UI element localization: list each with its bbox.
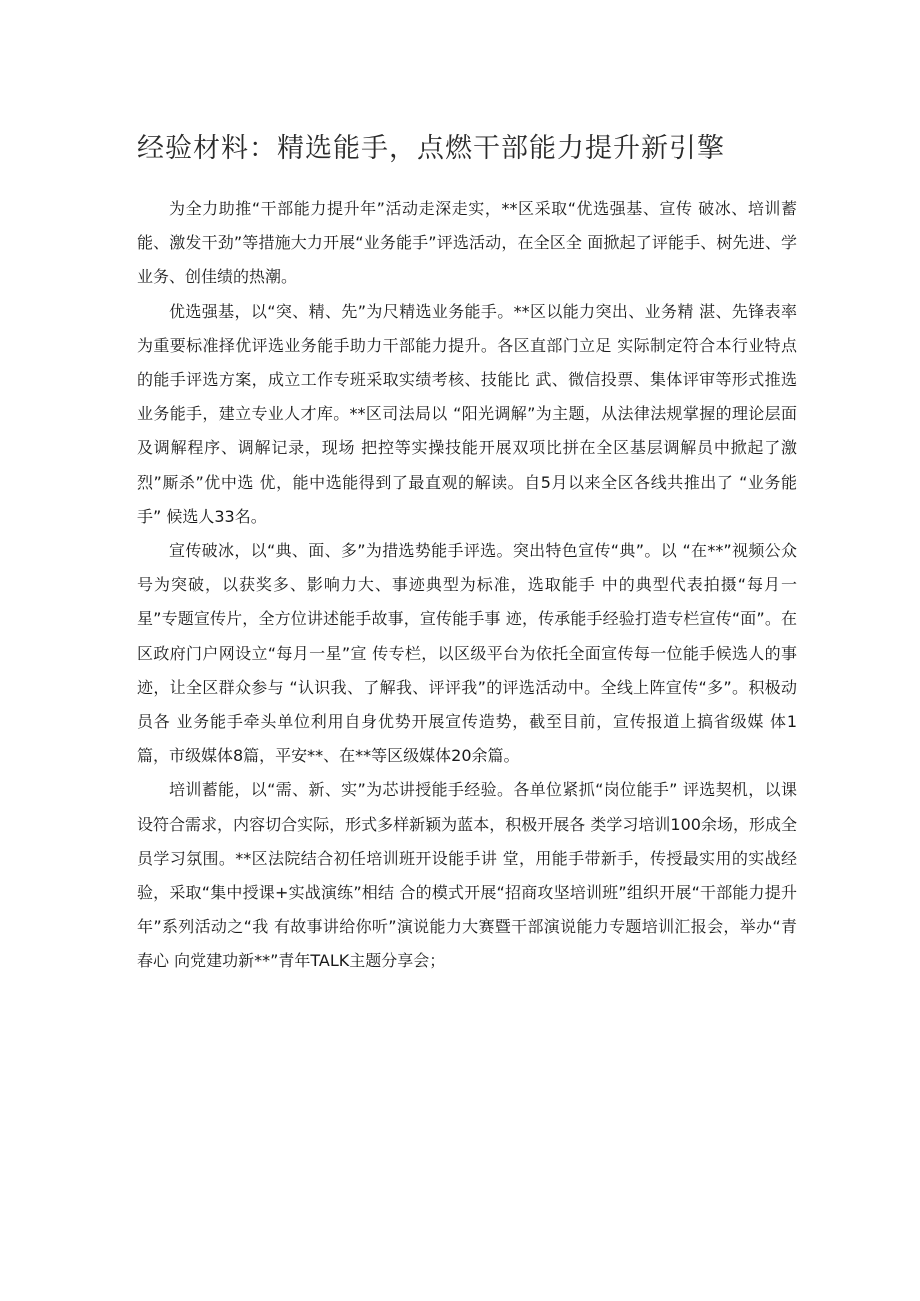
paragraph-training: 培训蓄能，以“需、新、实”为芯讲授能手经验。各单位紧抓“岗位能手” 评选契机，以课设符合需求，内容切合实际，形式多样新颖为蓝本，积极开展各 类学习培训100余场，形成全员学习氛围。**区法院结合初任培训班开设能手讲 堂，用能手带新手，传授最实用的实战经验，采取“集中授课+实战演练”相结 合的模式开展“招商攻坚培训班”组织开展“干部能力提升年”系列活动之“我 有故事讲给你听”演说能力大赛暨干部演说能力专题培训汇报会，举办“青春心 向党建功新**”青年TALK主题分享会； xyxy=(137,780,797,971)
document-body xyxy=(137,192,797,979)
paragraph-selection: 优选强基，以“突、精、先”为尺精选业务能手。**区以能力突出、业务精 湛、先锋表率为重要标准择优评选业务能手助力干部能力提升。各区直部门立足 实际制定符合本行业特点的能手评选方案，成立工作专班采取实绩考核、技能比 武、微信投票、集体评审等形式推选业务能手，建立专业人才库。**区司法局以 “阳光调解”为主题，从法律法规掌握的理论层面及调解程序、调解记录，现场 把控等实操技能开展双项比拼在全区基层调解员中掀起了激烈”厮杀”优中选 优，能中选能得到了最直观的解读。自5月以来全区各线共推出了 “业务能手” 候选人33名。 xyxy=(137,301,797,526)
paragraph-publicity: 宣传破冰，以“典、面、多”为措选势能手评选。突出特色宣传“典”。以 “在**”视频公众号为突破，以获奖多、影响力大、事迹典型为标准，选取能手 中的典型代表拍摄“每月一星”专题宣传片，全方位讲述能手故事，宣传能手事 迹，传承能手经验打造专栏宣传“面”。在区政府门户网设立“每月一星”宣 传专栏，以区级平台为依托全面宣传每一位能手候选人的事迹，让全区群众参与 “认识我、了解我、评评我”的评选活动中。全线上阵宣传“多”。积极动员各 业务能手牵头单位利用自身优势开展宣传造势，截至目前，宣传报道上搞省级媒 体1篇，市级媒体8篇，平安**、在**等区级媒体20余篇。 xyxy=(137,541,797,766)
document-title: 经验材料：精选能手，点燃干部能力提升新引擎 xyxy=(137,133,725,164)
paragraph-intro: 为全力助推“干部能力提升年”活动走深走实，**区采取“优选强基、宣传 破冰、培训蓄能、激发干劲”等措施大力开展“业务能手”评选活动，在全区全 面掀起了评能手、树先进、学业务、创佳绩的热潮。 xyxy=(137,199,797,287)
